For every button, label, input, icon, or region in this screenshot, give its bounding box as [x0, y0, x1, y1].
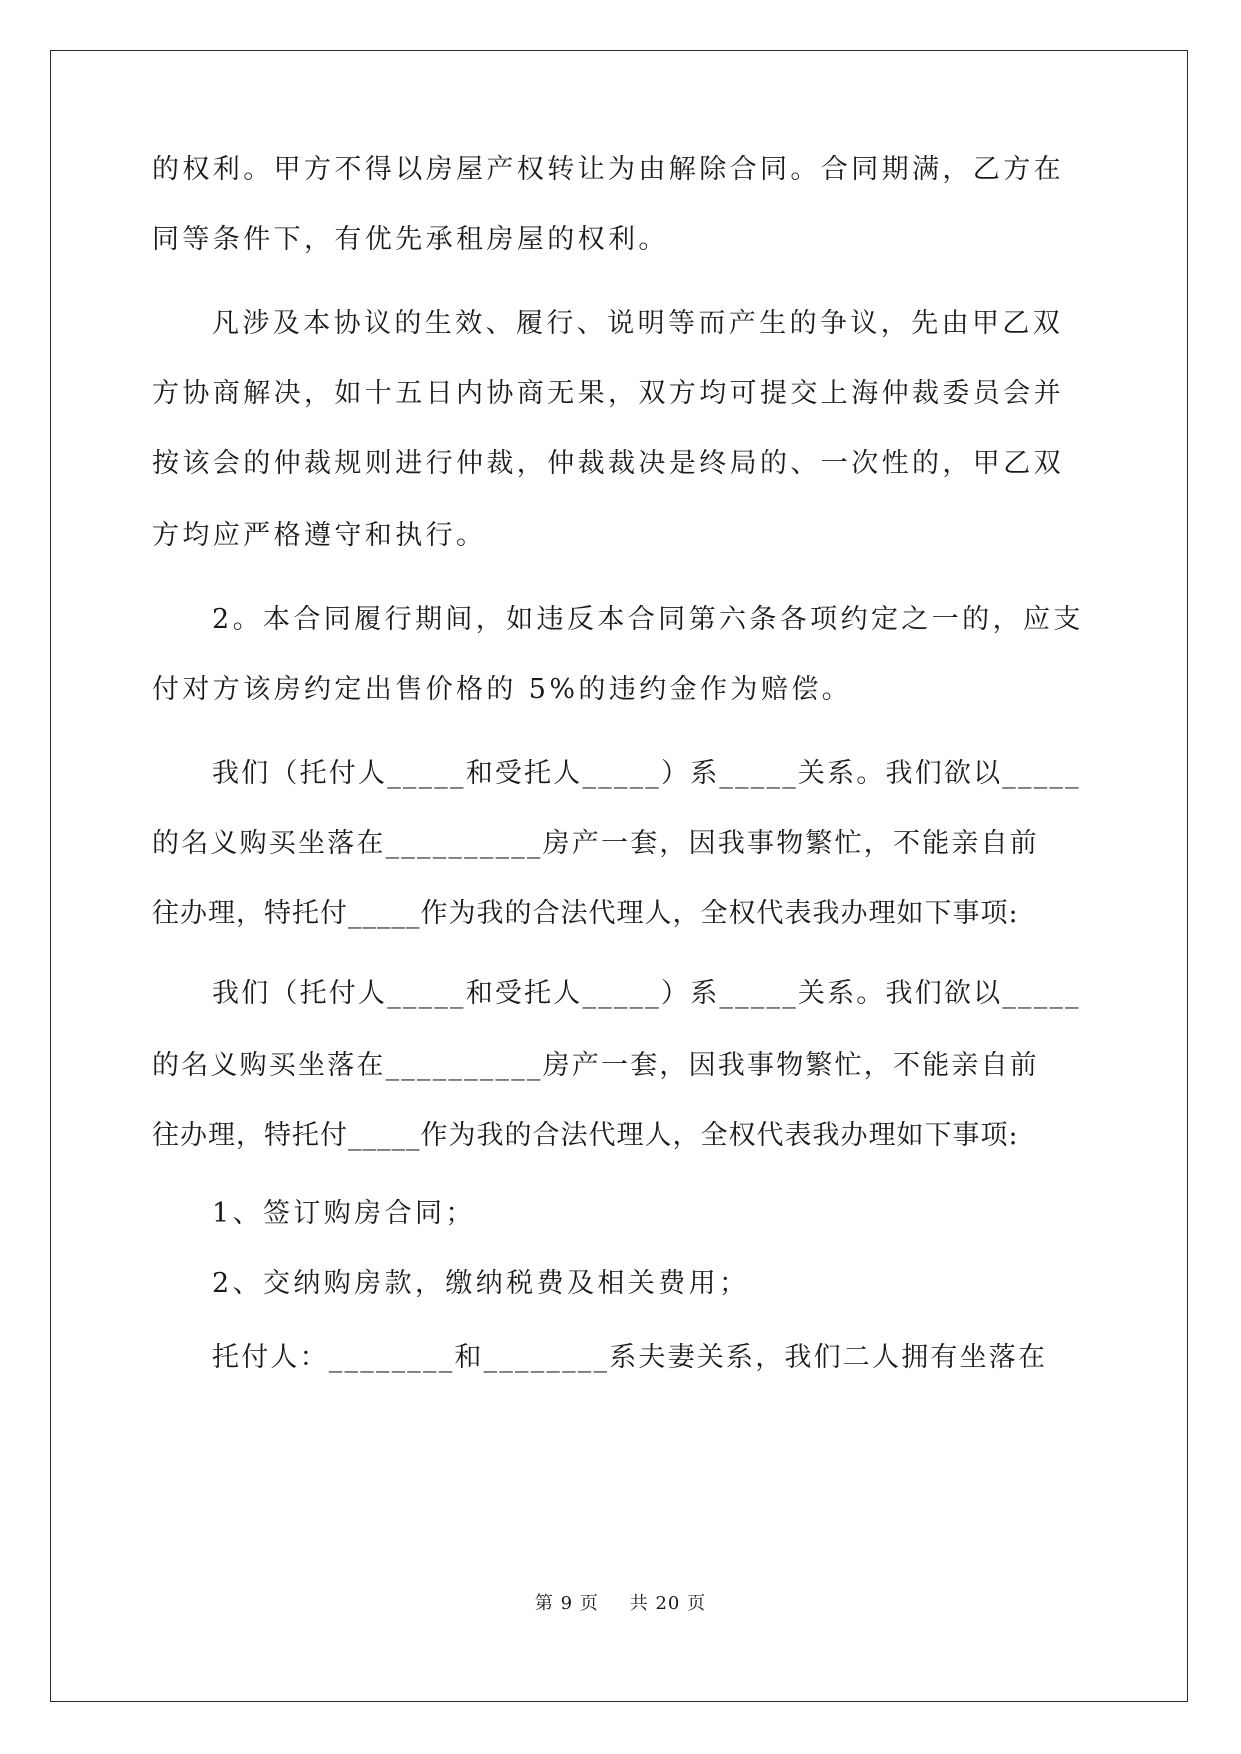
text-line: 付对方该房约定出售价格的 5%的违约金作为赔偿。	[152, 674, 853, 705]
text-line: 按该会的仲裁规则进行仲裁，仲裁裁决是终局的、一次性的，甲乙双	[152, 448, 1064, 479]
page-footer	[0, 1590, 1241, 1618]
list-item: 2、交纳购房款，缴纳税费及相关费用；	[212, 1268, 750, 1299]
text-line: 往办理，特托付_____作为我的合法代理人，全权代表我办理如下事项:	[152, 898, 1019, 929]
text-line: 同等条件下，有优先承租房屋的权利。	[152, 224, 669, 255]
text-line: 方协商解决，如十五日内协商无果，双方均可提交上海仲裁委员会并	[152, 378, 1064, 409]
page-total: 共 20 页	[629, 1593, 707, 1614]
page-number: 第 9 页	[534, 1593, 599, 1614]
text-line: 的权利。甲方不得以房屋产权转让为由解除合同。合同期满，乙方在	[152, 154, 1064, 185]
list-item: 1、签订购房合同；	[212, 1198, 476, 1229]
text-line: 托付人：________和________系夫妻关系，我们二人拥有坐落在	[212, 1342, 1048, 1373]
page-border	[50, 50, 1188, 1702]
text-line: 的名义购买坐落在__________房产一套，因我事物繁忙，不能亲自前	[152, 828, 1039, 859]
text-line: 凡涉及本协议的生效、履行、说明等而产生的争议，先由甲乙双	[212, 308, 1064, 339]
text-line: 方均应严格遵守和执行。	[152, 520, 487, 551]
text-line: 往办理，特托付_____作为我的合法代理人，全权代表我办理如下事项:	[152, 1120, 1019, 1151]
text-line: 我们（托付人_____和受托人_____）系_____关系。我们欲以_____	[212, 978, 1081, 1009]
text-line: 2。本合同履行期间，如违反本合同第六条各项约定之一的，应支	[212, 604, 1084, 635]
text-line: 的名义购买坐落在__________房产一套，因我事物繁忙，不能亲自前	[152, 1050, 1039, 1081]
text-line: 我们（托付人_____和受托人_____）系_____关系。我们欲以_____	[212, 758, 1081, 789]
